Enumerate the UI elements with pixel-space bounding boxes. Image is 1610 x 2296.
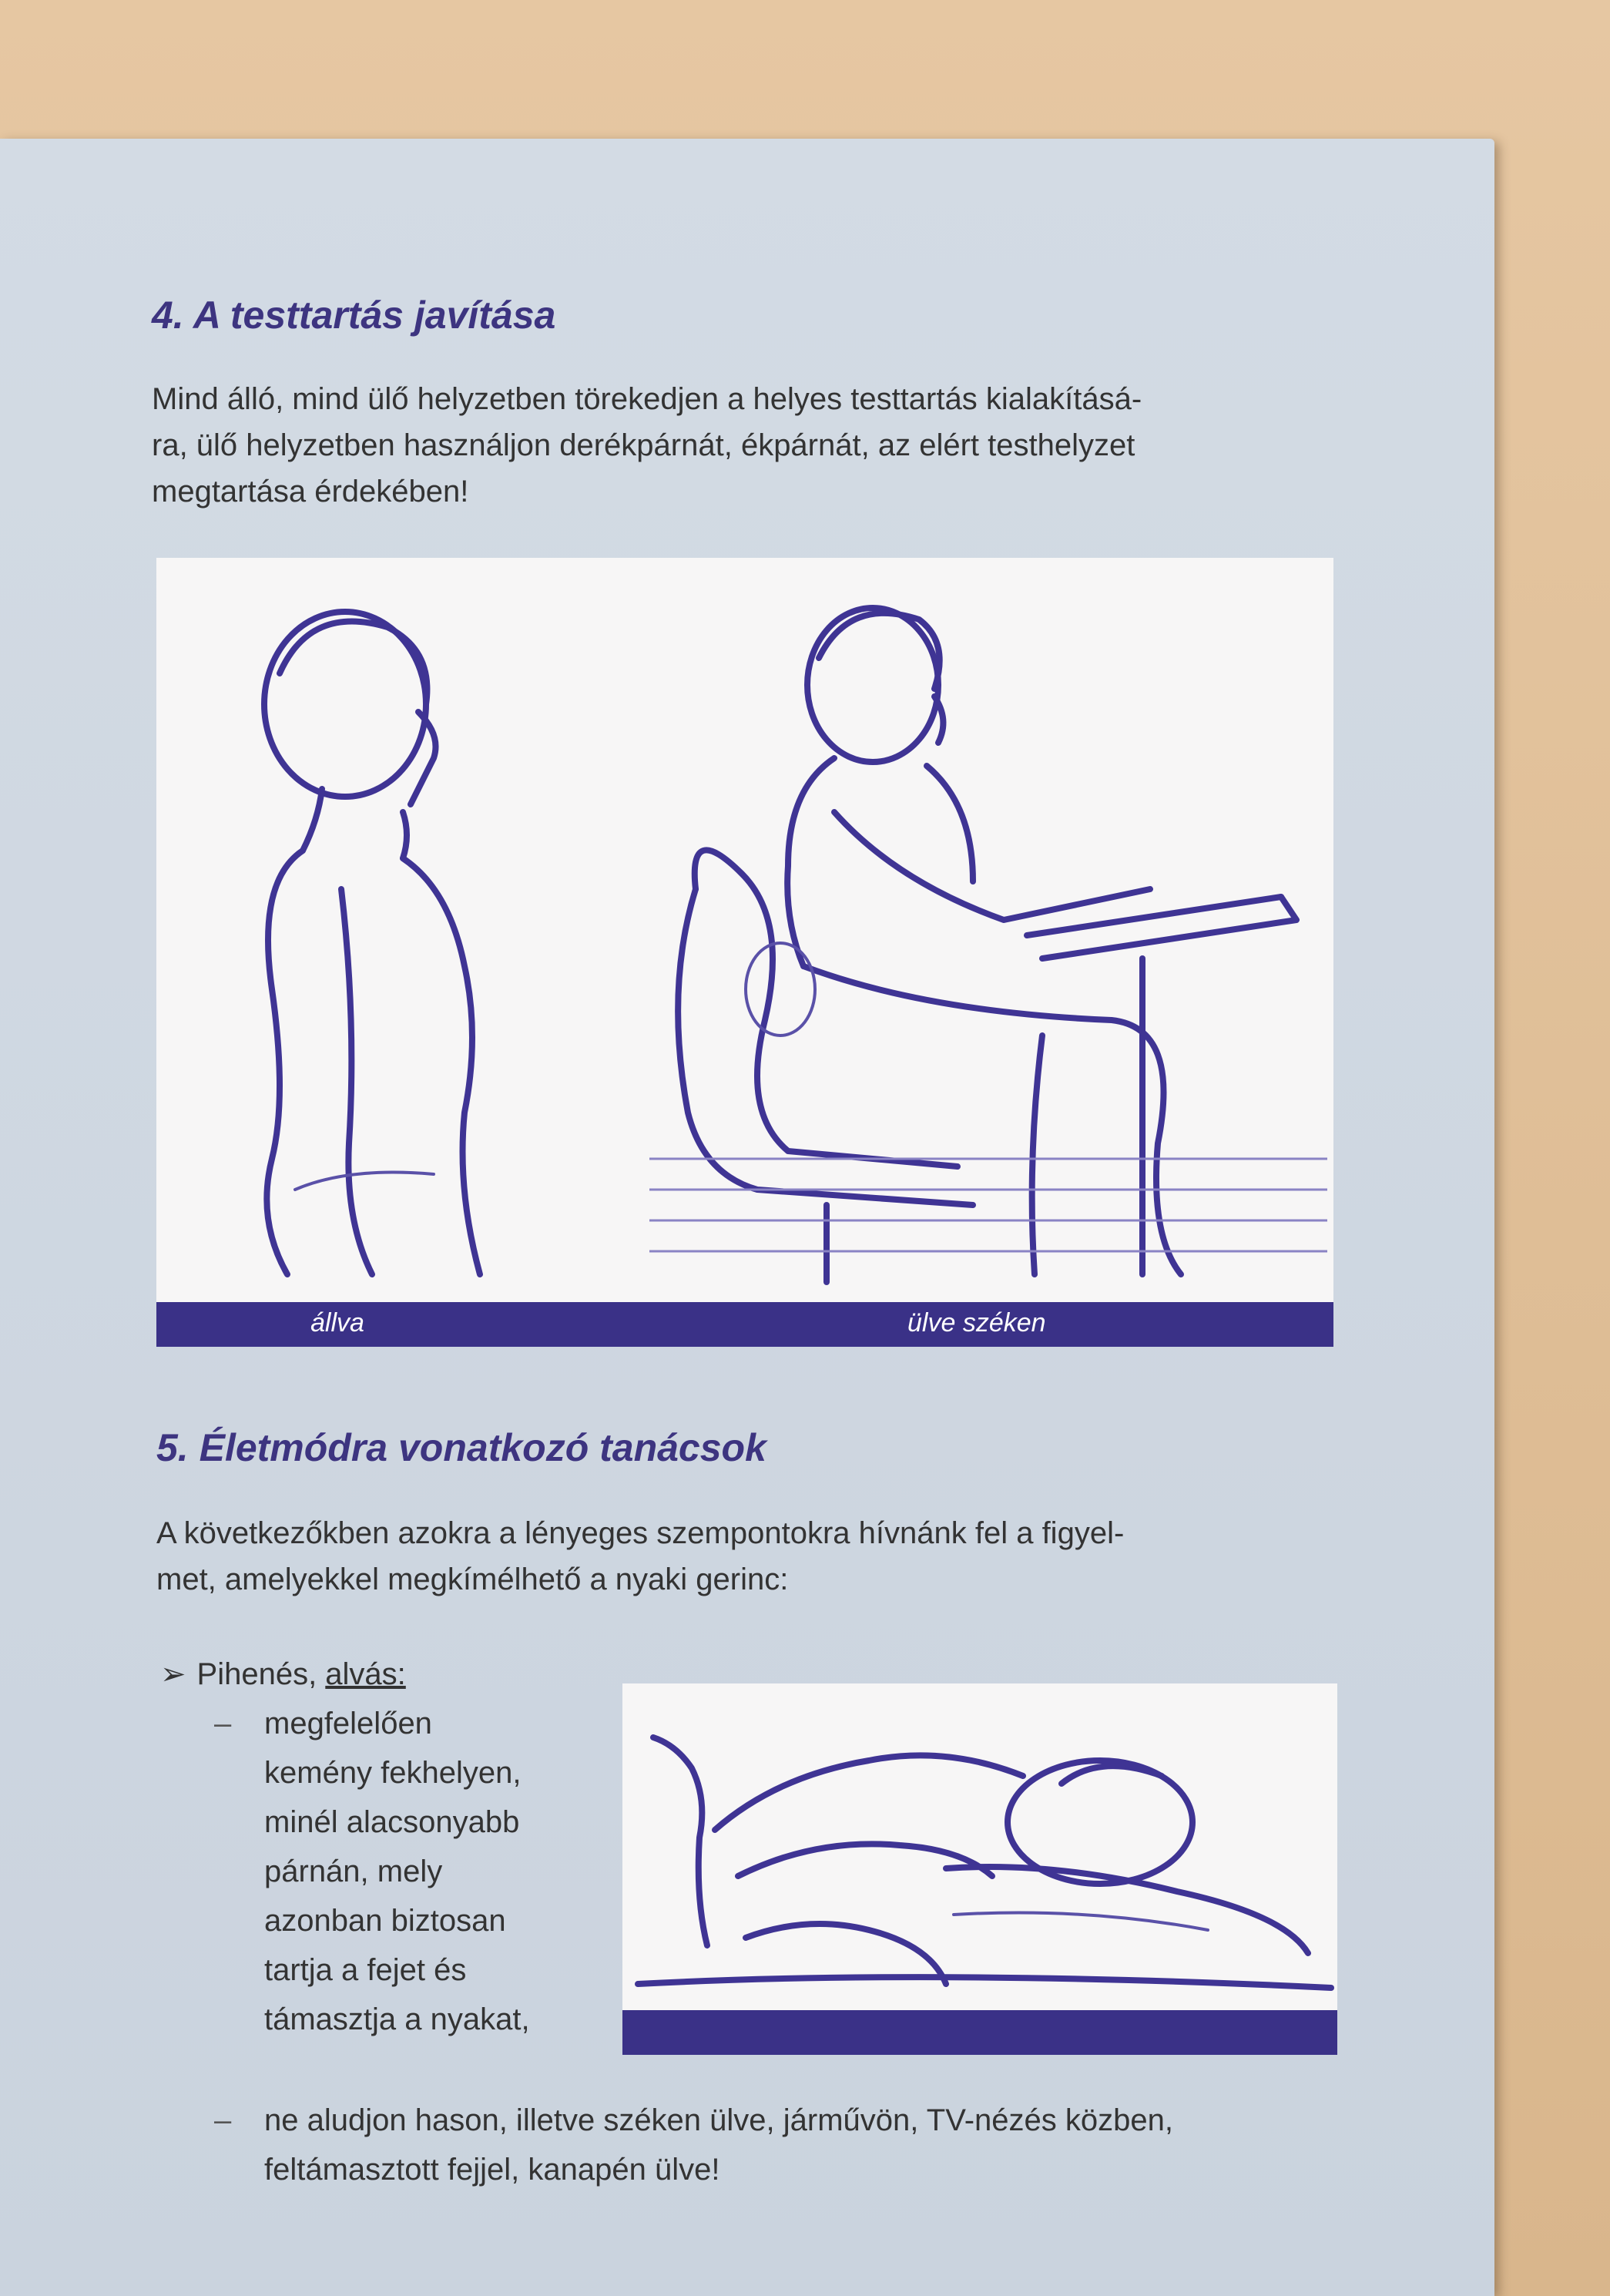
- section-4-line-1: Mind álló, mind ülő helyzetben törekedjen a helyes testtartás kialakításá-: [152, 382, 1142, 416]
- arrow-bullet-icon: ➢: [160, 1657, 186, 1691]
- section-4-paragraph: [152, 376, 1142, 515]
- caption-standing: állva: [310, 1308, 364, 1338]
- section-5-line-1: A következőkben azokra a lényeges szempontokra hívnánk fel a figyel-: [156, 1516, 1125, 1550]
- seated-figure-illustration: [649, 608, 1327, 1282]
- sub-item-1-line: támasztja a nyakat,: [264, 2002, 530, 2036]
- sub-item-1: [264, 1699, 530, 2044]
- posture-illustration: [156, 558, 1333, 1302]
- section-5-line-2: met, amelyekkel megkímélhető a nyaki gerinc:: [156, 1563, 789, 1596]
- posture-caption-bar: [156, 1302, 1333, 1347]
- sub-item-1-line: kemény fekhelyen,: [264, 1756, 522, 1790]
- section-4-line-2: ra, ülő helyzetben használjon derékpárnát, ékpárnát, az elért testhelyzet: [152, 428, 1135, 462]
- bullet-rest-sleep: [160, 1657, 406, 1692]
- sub-item-1-line: párnán, mely: [264, 1855, 443, 1888]
- section-5-title: 5. Életmódra vonatkozó tanácsok: [156, 1426, 766, 1469]
- sub-item-2-line: feltámasztott fejjel, kanapén ülve!: [264, 2153, 720, 2187]
- sleeping-caption-bar: [622, 2010, 1337, 2055]
- sub-item-1-line: azonban biztosan: [264, 1904, 506, 1938]
- sub-item-2: [264, 2096, 1173, 2194]
- caption-seated: ülve széken: [907, 1308, 1046, 1338]
- sub-item-1-line: tartja a fejet és: [264, 1953, 467, 1987]
- bullet-label-underlined: alvás:: [325, 1657, 406, 1691]
- section-5-paragraph: [156, 1510, 1124, 1603]
- document-page: [0, 139, 1494, 2296]
- dash-marker-1: –: [214, 1707, 232, 1740]
- section-4-line-3: megtartása érdekében!: [152, 475, 469, 509]
- sub-item-2-line: ne aludjon hason, illetve széken ülve, járművön, TV-nézés közben,: [264, 2103, 1173, 2137]
- section-4-title: 4. A testtartás javítása: [152, 294, 556, 337]
- sub-item-1-line: megfelelően: [264, 1707, 432, 1740]
- sub-item-1-line: minél alacsonyabb: [264, 1805, 520, 1839]
- dash-marker-2: –: [214, 2103, 232, 2137]
- sleeping-illustration: [622, 1683, 1337, 2007]
- posture-figure: [156, 558, 1333, 1347]
- sleeping-figure: [622, 1683, 1337, 2055]
- bullet-label: Pihenés,: [196, 1657, 326, 1691]
- standing-figure-illustration: [264, 612, 480, 1274]
